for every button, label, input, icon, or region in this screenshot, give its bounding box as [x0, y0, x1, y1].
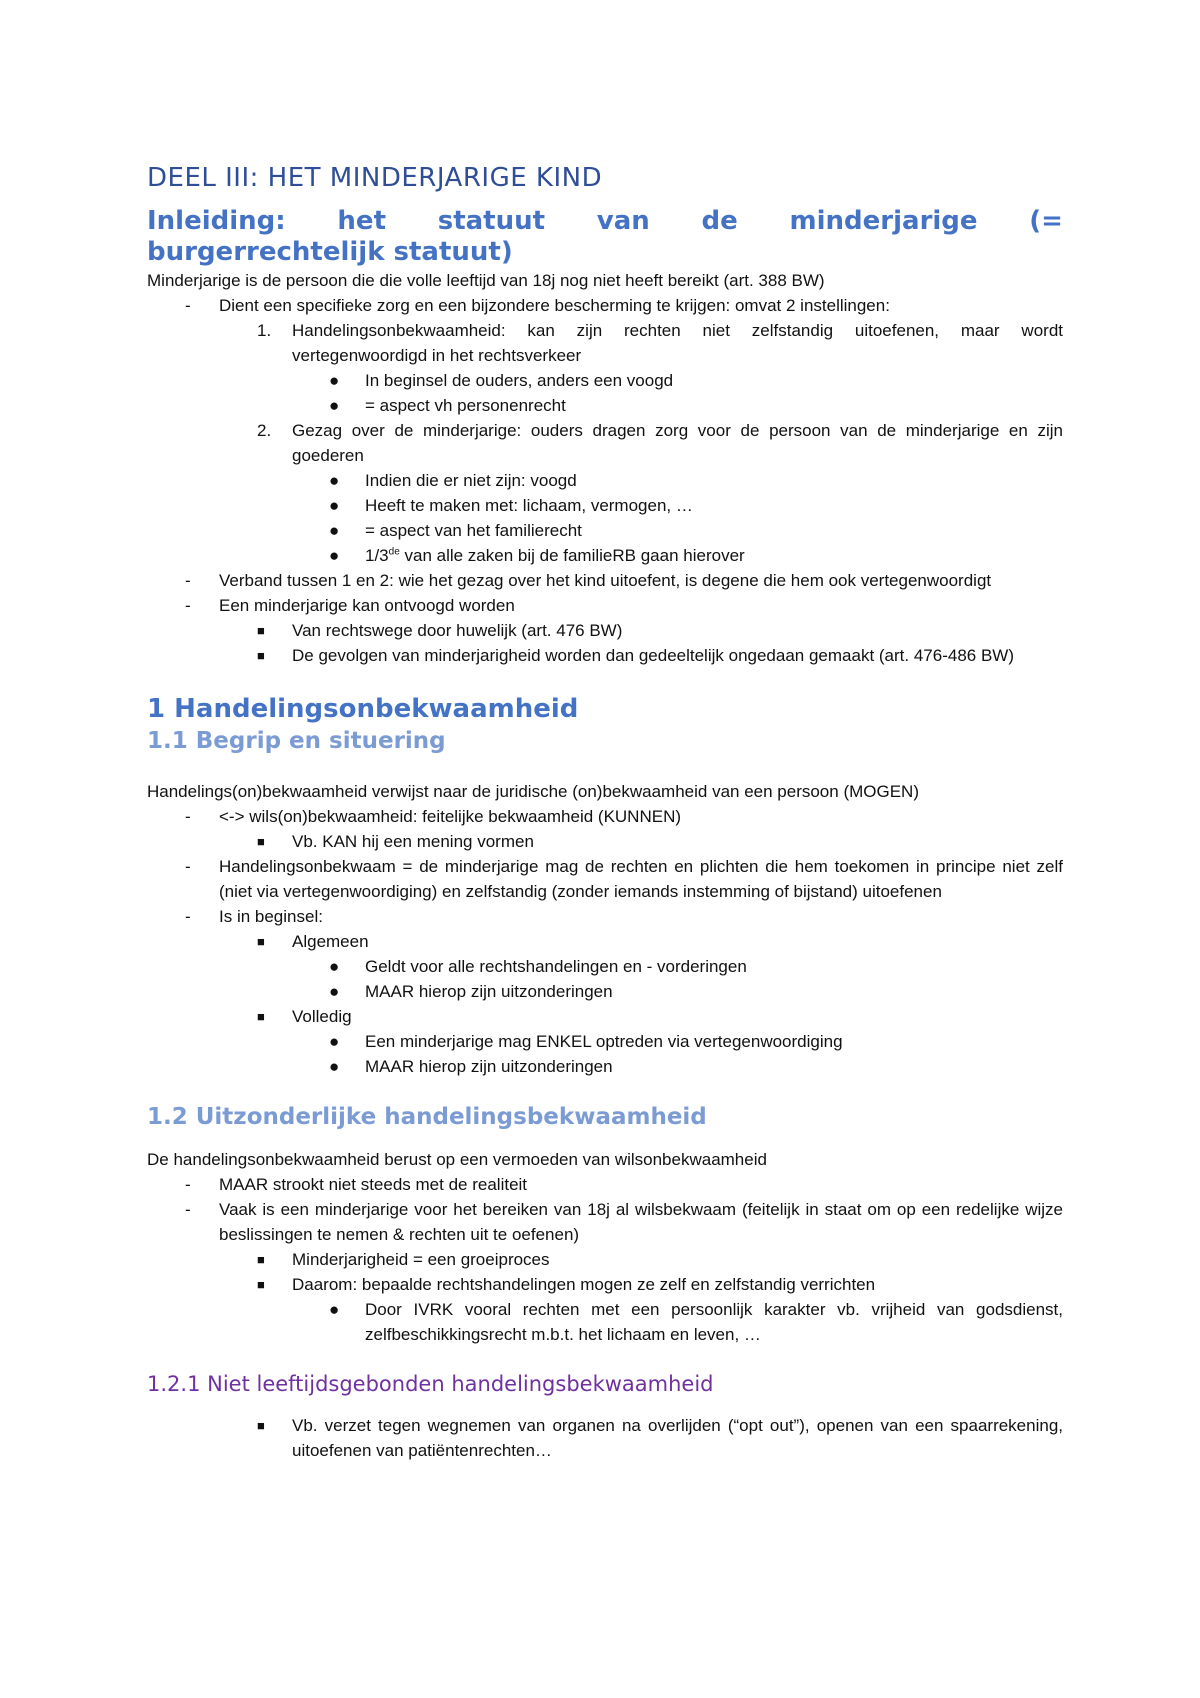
- bullet-icon: ●: [329, 496, 340, 515]
- bullet-icon: ●: [329, 546, 340, 565]
- intro-heading-word: minderjarige: [789, 206, 978, 236]
- square-bullet-icon: ■: [257, 1009, 265, 1024]
- list-item: ● = aspect vh personenrecht: [147, 393, 1063, 418]
- list-item: ● In beginsel de ouders, anders een voogd: [147, 368, 1063, 393]
- intro-heading-line2: burgerrechtelijk statuut): [147, 237, 513, 267]
- bullet-icon: ●: [329, 371, 340, 390]
- subsubsection-heading: 1.2.1 Niet leeftijdsgebonden handelingsbekwaamheid: [147, 1372, 714, 1396]
- square-bullet-icon: ■: [257, 834, 265, 849]
- list-item: - Dient een specifieke zorg en een bijzondere bescherming te krijgen: omvat 2 instellingen:: [147, 293, 1063, 318]
- bullet-icon: ●: [329, 982, 340, 1001]
- subsection-heading: 1.1 Begrip en situering: [147, 728, 446, 754]
- list-item: 2. Gezag over de minderjarige: ouders dragen zorg voor de persoon van de minderjarige en zijn goederen: [147, 418, 1063, 468]
- list-item: ■ De gevolgen van minderjarigheid worden dan gedeeltelijk ongedaan gemaakt (art. 476-486 BW): [147, 643, 1063, 668]
- list-item: ● = aspect van het familierecht: [147, 518, 1063, 543]
- list-item: ■ Daarom: bepaalde rechtshandelingen mogen ze zelf en zelfstandig verrichten: [147, 1272, 1063, 1297]
- list-item: ■ Algemeen: [147, 929, 1063, 954]
- list-item: ● 1/3de van alle zaken bij de familieRB gaan hierover: [147, 543, 1063, 568]
- dash-marker: -: [185, 596, 191, 615]
- intro-heading-word: van: [596, 206, 650, 236]
- intro-heading-word: Inleiding:: [147, 206, 286, 236]
- list-item: ● MAAR hierop zijn uitzonderingen: [147, 979, 1063, 1004]
- list-item: ■ Minderjarigheid = een groeiproces: [147, 1247, 1063, 1272]
- paragraph: Handelings(on)bekwaamheid verwijst naar de juridische (on)bekwaamheid van een persoon (MOGEN): [147, 782, 919, 801]
- intro-paragraph: Minderjarige is de persoon die die volle leeftijd van 18j nog niet heeft bereikt (art. 388 BW): [147, 271, 825, 290]
- number-marker: 1.: [257, 321, 272, 340]
- list-item: - Een minderjarige kan ontvoogd worden: [147, 593, 1063, 618]
- bullet-icon: ●: [329, 957, 340, 976]
- list-item: - Verband tussen 1 en 2: wie het gezag over het kind uitoefent, is degene die hem ook vertegenwoordigt: [147, 568, 1063, 593]
- list-item: ● MAAR hierop zijn uitzonderingen: [147, 1054, 1063, 1079]
- list-item: ● Geldt voor alle rechtshandelingen en - vorderingen: [147, 954, 1063, 979]
- list-item: ■ Vb. verzet tegen wegnemen van organen na overlijden (“opt out”), openen van een spaarrekening, uitoefenen van patiëntenrechten…: [147, 1413, 1063, 1463]
- paragraph: De handelingsonbekwaamheid berust op een vermoeden van wilsonbekwaamheid: [147, 1150, 767, 1169]
- square-bullet-icon: ■: [257, 648, 265, 663]
- list-item: ■ Volledig: [147, 1004, 1063, 1029]
- page-title: DEEL III: HET MINDERJARIGE KIND: [147, 163, 603, 193]
- number-marker: 2.: [257, 421, 272, 440]
- bullet-icon: ●: [329, 1057, 340, 1076]
- list-item: ● Door IVRK vooral rechten met een persoonlijk karakter vb. vrijheid van godsdienst, zelfbeschikkingsrecht m.b.t. het lichaam en leven, …: [147, 1297, 1063, 1347]
- square-bullet-icon: ■: [257, 1277, 265, 1292]
- dash-marker: -: [185, 907, 191, 926]
- bullet-icon: ●: [329, 521, 340, 540]
- bullet-icon: ●: [329, 471, 340, 490]
- subsection-heading: 1.2 Uitzonderlijke handelingsbekwaamheid: [147, 1104, 707, 1130]
- list-item: - MAAR strookt niet steeds met de realiteit: [147, 1172, 1063, 1197]
- dash-marker: -: [185, 571, 191, 590]
- intro-heading: [147, 206, 1063, 237]
- bullet-icon: ●: [329, 396, 340, 415]
- dash-marker: -: [185, 807, 191, 826]
- document-page: [147, 160, 1063, 1463]
- intro-heading-word: de: [701, 206, 738, 236]
- list-item: ■ Vb. KAN hij een mening vormen: [147, 829, 1063, 854]
- dash-marker: -: [185, 1200, 191, 1219]
- square-bullet-icon: ■: [257, 934, 265, 949]
- intro-heading-word: het: [337, 206, 386, 236]
- square-bullet-icon: ■: [257, 1418, 265, 1433]
- section-heading: 1 Handelingsonbekwaamheid: [147, 694, 579, 724]
- list-item: - Vaak is een minderjarige voor het bereiken van 18j al wilsbekwaam (feitelijk in staat om op een redelijke wijze beslissingen te nemen & rechten uit te oefenen): [147, 1197, 1063, 1247]
- bullet-icon: ●: [329, 1032, 340, 1051]
- square-bullet-icon: ■: [257, 623, 265, 638]
- dash-marker: -: [185, 857, 191, 876]
- bullet-icon: ●: [329, 1300, 340, 1319]
- list-item: - Handelingsonbekwaam = de minderjarige mag de rechten en plichten die hem toekomen in principe niet zelf (niet via vertegenwoordiging) en zelfstandig (zonder iemands instemming of bijstand) uitoefenen: [147, 854, 1063, 904]
- list-item: ■ Van rechtswege door huwelijk (art. 476 BW): [147, 618, 1063, 643]
- list-item: 1. Handelingsonbekwaamheid: kan zijn rechten niet zelfstandig uitoefenen, maar wordt vertegenwoordigd in het rechtsverkeer: [147, 318, 1063, 368]
- intro-heading-word: (=: [1029, 206, 1063, 236]
- intro-heading-word: statuut: [437, 206, 546, 236]
- list-item: ● Een minderjarige mag ENKEL optreden via vertegenwoordiging: [147, 1029, 1063, 1054]
- list-item: - <-> wils(on)bekwaamheid: feitelijke bekwaamheid (KUNNEN): [147, 804, 1063, 829]
- list-item: ● Heeft te maken met: lichaam, vermogen, …: [147, 493, 1063, 518]
- dash-marker: -: [185, 296, 191, 315]
- list-item: ● Indien die er niet zijn: voogd: [147, 468, 1063, 493]
- dash-marker: -: [185, 1175, 191, 1194]
- square-bullet-icon: ■: [257, 1252, 265, 1267]
- list-item: - Is in beginsel:: [147, 904, 1063, 929]
